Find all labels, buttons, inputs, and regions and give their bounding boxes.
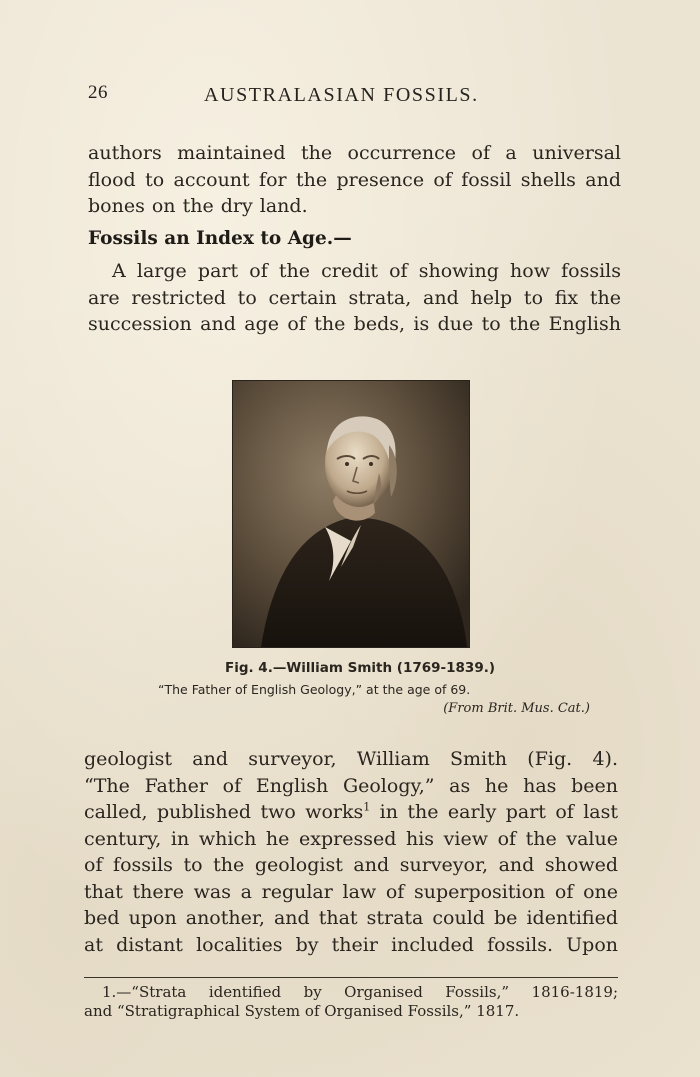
text-line: of fossils to the geologist and surveyor, and showed	[84, 854, 618, 876]
text-line: century, in which he expressed his view of the value	[84, 827, 618, 850]
paragraph-fossils-index	[88, 258, 621, 338]
text-line: bones on the dry land.	[88, 195, 308, 217]
text-line: at distant localities by their included fossils. Upon	[84, 933, 618, 956]
footnote-marker: 1	[363, 800, 371, 814]
running-title: AUSTRALASIAN FOSSILS.	[204, 84, 479, 106]
text-fragment: in the early part of last	[370, 801, 618, 823]
text-line: “The Father of English Geology,” as he has been	[84, 774, 618, 797]
text-line: flood to account for the presence of fossil shells and	[88, 168, 621, 191]
text-line: A large part of the credit of showing how fossils	[112, 260, 621, 282]
text-line: are restricted to certain strata, and help to fix the	[88, 286, 621, 309]
figure-caption-source: (From Brit. Mus. Cat.)	[443, 701, 590, 716]
footnote-line: and “Stratigraphical System of Organised Fossils,” 1817.	[84, 1002, 520, 1020]
footnote-divider	[84, 977, 618, 978]
page-number: 26	[88, 82, 108, 103]
text-fragment: called, published two works	[84, 801, 364, 823]
paragraph-william-smith	[84, 746, 618, 958]
portrait-figure	[232, 380, 470, 648]
figure-caption-title: Fig. 4.—William Smith (1769-1839.)	[224, 660, 496, 676]
text-line: geologist and surveyor, William Smith (Fig. 4).	[84, 748, 618, 770]
footnote	[84, 983, 618, 1021]
figure-caption-quote: “The Father of English Geology,” at the age of 69.	[158, 682, 471, 697]
text-line: succession and age of the beds, is due to the English	[88, 313, 621, 335]
text-line: that there was a regular law of superposition of one	[84, 880, 618, 903]
section-heading: Fossils an Index to Age.—	[88, 228, 352, 249]
text-line: bed upon another, and that strata could be identified	[84, 907, 618, 929]
william-smith-portrait	[233, 381, 469, 647]
running-head	[88, 82, 618, 112]
text-line-with-footnote	[84, 799, 618, 826]
text-line: authors maintained the occurrence of a universal	[88, 142, 621, 164]
paragraph-continuation	[88, 140, 621, 220]
footnote-line: 1.—“Strata identified by Organised Fossils,” 1816-1819;	[102, 983, 618, 1001]
